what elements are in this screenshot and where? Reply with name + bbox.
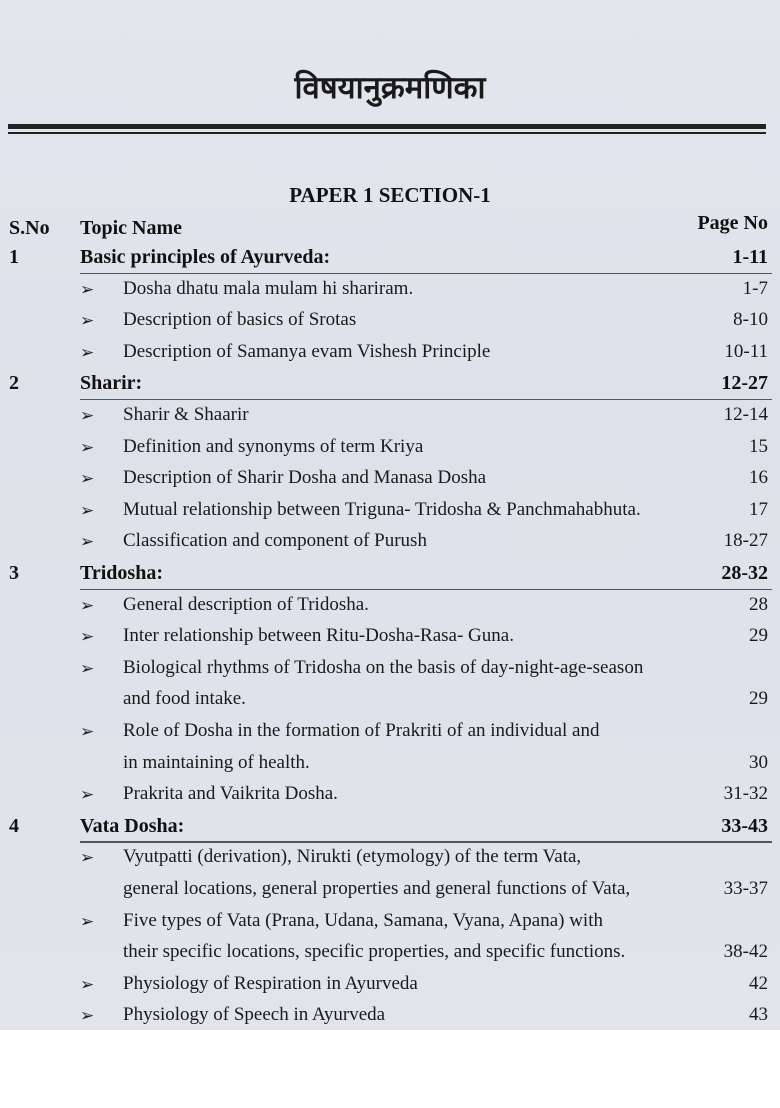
topic-pages: 16 bbox=[749, 467, 768, 489]
topic-name: Inter relationship between Ritu-Dosha-Rasa- Guna. bbox=[123, 625, 514, 647]
title-rule-thick bbox=[8, 124, 766, 129]
topic-pages: 38-42 bbox=[723, 941, 768, 963]
topic-pages: 10-11 bbox=[724, 340, 768, 362]
bullet-arrow-icon: ➢ bbox=[80, 627, 95, 648]
topic-name: Five types of Vata (Prana, Udana, Samana, Vyana, Apana) with bbox=[123, 909, 603, 931]
topic-pages: 12-14 bbox=[723, 404, 768, 425]
topic-name: Description of Sharir Dosha and Manasa Dosha bbox=[123, 467, 487, 489]
bullet-arrow-icon: ➢ bbox=[80, 406, 95, 426]
topic-name: and food intake. bbox=[123, 688, 246, 710]
topic-name: Definition and synonyms of term Kriya bbox=[123, 435, 424, 457]
bullet-arrow-icon: ➢ bbox=[80, 722, 95, 742]
topic-row bbox=[0, 305, 780, 337]
topic-continuation-row bbox=[0, 748, 780, 780]
topic-row bbox=[0, 653, 780, 685]
chapter-row bbox=[0, 811, 780, 843]
chapter-row bbox=[0, 242, 780, 274]
topic-name: their specific locations, specific properties, and specific functions. bbox=[123, 941, 626, 963]
chapter-title: Tridosha: bbox=[80, 562, 163, 584]
title-rule-thin bbox=[8, 132, 766, 134]
bullet-arrow-icon: ➢ bbox=[80, 595, 95, 616]
bullet-arrow-icon: ➢ bbox=[80, 437, 95, 458]
topic-row bbox=[0, 621, 780, 653]
topic-pages: 33-37 bbox=[723, 878, 768, 899]
chapter-title: Basic principles of Ayurveda: bbox=[80, 246, 331, 268]
topic-pages: 1-7 bbox=[742, 277, 768, 299]
bullet-arrow-icon: ➢ bbox=[80, 848, 95, 869]
chapter-pages: 28-32 bbox=[721, 562, 768, 584]
topic-row bbox=[0, 526, 780, 558]
topic-pages: 42 bbox=[749, 972, 768, 994]
topic-name: General description of Tridosha. bbox=[123, 593, 369, 615]
topic-name: Vyutpatti (derivation), Nirukti (etymology) of the term Vata, bbox=[123, 846, 582, 868]
topic-name: Physiology of Speech in Ayurveda bbox=[123, 1004, 386, 1026]
bullet-arrow-icon: ➢ bbox=[80, 342, 95, 363]
topic-row bbox=[0, 463, 780, 495]
topic-pages: 28 bbox=[749, 593, 768, 615]
page-title: विषयानुक्रमणिका bbox=[294, 70, 486, 106]
topic-row bbox=[0, 906, 780, 938]
bullet-arrow-icon: ➢ bbox=[80, 911, 95, 932]
chapter-row bbox=[0, 558, 780, 590]
topic-name: Dosha dhatu mala mulam hi shariram. bbox=[123, 277, 414, 299]
bullet-arrow-icon: ➢ bbox=[80, 658, 95, 679]
chapter-row bbox=[0, 368, 780, 400]
topic-pages: 15 bbox=[749, 435, 768, 457]
topic-row bbox=[0, 432, 780, 464]
chapter-number: 4 bbox=[9, 814, 19, 837]
bullet-arrow-icon: ➢ bbox=[80, 469, 95, 490]
topic-row bbox=[0, 842, 780, 874]
chapter-title: Vata Dosha: bbox=[80, 814, 185, 837]
topic-row bbox=[0, 969, 780, 1001]
chapter-pages: 33-43 bbox=[721, 814, 768, 837]
bullet-arrow-icon: ➢ bbox=[80, 500, 95, 521]
topic-pages: 31-32 bbox=[723, 783, 768, 805]
topic-pages: 18-27 bbox=[723, 530, 768, 552]
topic-row bbox=[0, 400, 780, 432]
header-sno: S.No bbox=[9, 217, 50, 239]
topic-continuation-row bbox=[0, 874, 780, 906]
header-page: Page No bbox=[697, 212, 768, 234]
topic-row bbox=[0, 337, 780, 369]
topic-name: Mutual relationship between Triguna- Tridosha & Panchmahabhuta. bbox=[123, 498, 641, 520]
topic-name: Biological rhythms of Tridosha on the basis of day-night-age-season bbox=[123, 656, 644, 678]
topic-name: Description of basics of Srotas bbox=[123, 309, 357, 331]
topic-pages: 30 bbox=[749, 751, 768, 773]
chapter-title: Sharir: bbox=[80, 372, 143, 395]
bullet-arrow-icon: ➢ bbox=[80, 279, 95, 300]
topic-name: Description of Samanya evam Vishesh Principle bbox=[123, 340, 491, 362]
topic-row bbox=[0, 716, 780, 748]
bullet-arrow-icon: ➢ bbox=[80, 311, 95, 332]
topic-name: general locations, general properties and general functions of Vata, bbox=[123, 878, 631, 899]
topic-continuation-row bbox=[0, 684, 780, 716]
topic-pages: 29 bbox=[749, 688, 768, 710]
topic-row bbox=[0, 495, 780, 527]
bullet-arrow-icon: ➢ bbox=[80, 1006, 95, 1027]
topic-row bbox=[0, 1000, 780, 1032]
bullet-arrow-icon: ➢ bbox=[80, 974, 95, 995]
topic-pages: 29 bbox=[749, 625, 768, 647]
topic-name: Sharir & Shaarir bbox=[123, 404, 249, 425]
topic-row bbox=[0, 590, 780, 622]
chapter-number: 1 bbox=[9, 246, 19, 268]
topic-name: Prakrita and Vaikrita Dosha. bbox=[123, 783, 338, 805]
chapter-pages: 12-27 bbox=[721, 372, 768, 395]
topic-continuation-row bbox=[0, 937, 780, 969]
topic-name: Role of Dosha in the formation of Prakriti of an individual and bbox=[123, 720, 600, 741]
chapter-number: 2 bbox=[9, 372, 19, 395]
topic-pages: 43 bbox=[749, 1004, 768, 1026]
section-heading: PAPER 1 SECTION-1 bbox=[289, 183, 491, 207]
topic-name: in maintaining of health. bbox=[123, 751, 310, 773]
topic-row bbox=[0, 274, 780, 306]
bullet-arrow-icon: ➢ bbox=[80, 532, 95, 553]
bullet-arrow-icon: ➢ bbox=[80, 785, 95, 806]
chapter-number: 3 bbox=[9, 562, 19, 584]
header-topic: Topic Name bbox=[80, 217, 183, 239]
chapter-pages: 1-11 bbox=[732, 246, 768, 268]
topic-row bbox=[0, 779, 780, 811]
topic-pages: 8-10 bbox=[733, 309, 768, 331]
topic-name: Classification and component of Purush bbox=[123, 530, 427, 552]
topic-pages: 17 bbox=[749, 498, 768, 520]
topic-name: Physiology of Respiration in Ayurveda bbox=[123, 972, 418, 994]
